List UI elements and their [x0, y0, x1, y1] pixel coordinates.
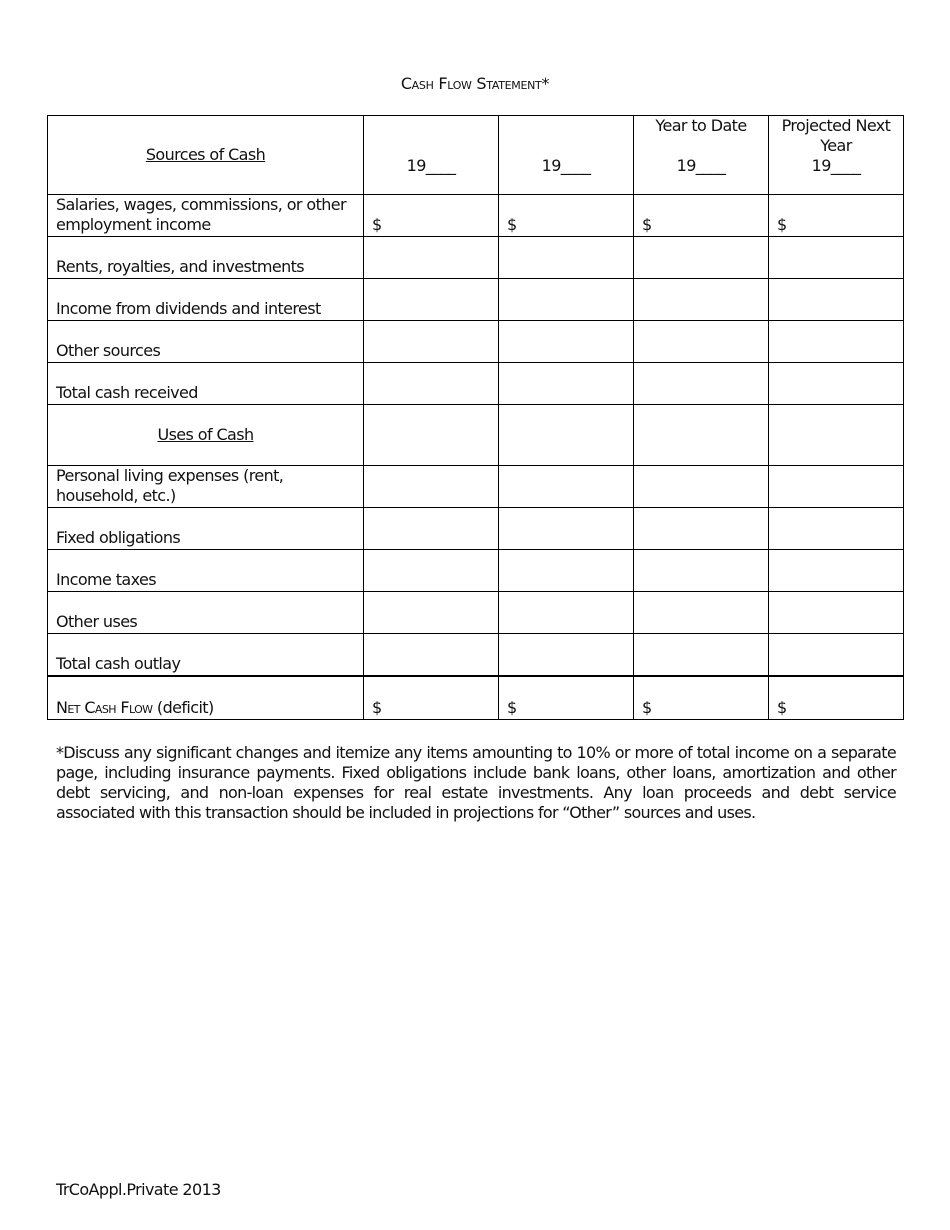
table-row [48, 363, 904, 405]
amount-field[interactable] [499, 592, 634, 634]
table-row [48, 634, 904, 677]
amount-field[interactable] [364, 508, 499, 550]
uses-of-cash-header: Uses of Cash [48, 405, 364, 466]
amount-field[interactable] [634, 466, 769, 508]
amount-field[interactable] [769, 592, 904, 634]
amount-field[interactable] [634, 363, 769, 405]
amount-field [499, 405, 634, 466]
amount-field[interactable] [634, 279, 769, 321]
amount-field[interactable] [769, 321, 904, 363]
amount-field[interactable] [364, 363, 499, 405]
row-label-total-cash-outlay: Total cash outlay [48, 634, 364, 677]
table-row [48, 195, 904, 237]
table-row [48, 508, 904, 550]
amount-field[interactable] [769, 634, 904, 677]
amount-field[interactable]: $ [364, 676, 499, 720]
amount-field[interactable] [769, 466, 904, 508]
row-label-dividends: Income from dividends and interest [48, 279, 364, 321]
amount-field[interactable] [499, 466, 634, 508]
row-label-salaries: Salaries, wages, commissions, or other employment income [48, 195, 364, 237]
amount-field [364, 405, 499, 466]
net-cash-flow-row [48, 676, 904, 720]
amount-field[interactable] [769, 550, 904, 592]
amount-field[interactable] [634, 508, 769, 550]
amount-field[interactable] [634, 550, 769, 592]
row-label-other-uses: Other uses [48, 592, 364, 634]
table-row [48, 466, 904, 508]
amount-field[interactable] [634, 634, 769, 677]
amount-field[interactable] [499, 550, 634, 592]
amount-field[interactable] [499, 634, 634, 677]
amount-field[interactable] [499, 237, 634, 279]
table-row [48, 237, 904, 279]
amount-field[interactable] [364, 634, 499, 677]
amount-field[interactable]: $ [634, 676, 769, 720]
amount-field[interactable]: $ [769, 195, 904, 237]
amount-field[interactable] [634, 592, 769, 634]
column-header-1: 19____ [364, 116, 499, 195]
amount-field[interactable] [769, 237, 904, 279]
column-header-year-to-date: Year to Date 19____ [634, 116, 769, 195]
footer-label: TrCoAppl.Private 2013 [56, 1180, 221, 1199]
header-row [48, 116, 904, 195]
amount-field[interactable] [364, 550, 499, 592]
row-label-other-sources: Other sources [48, 321, 364, 363]
table-row [48, 592, 904, 634]
footnote: *Discuss any significant changes and itemize any items amounting to 10% or more of total income on a separate page, including insurance payments. Fixed obligations include bank loans, other loans, amortization and other debt servicing, and non-loan expenses for real estate investments. Any loan proceeds and debt service associated with this transaction should be included in projections for “Other” sources and uses. [56, 743, 896, 822]
uses-header-row [48, 405, 904, 466]
row-label-rents: Rents, royalties, and investments [48, 237, 364, 279]
table-row [48, 279, 904, 321]
amount-field[interactable]: $ [634, 195, 769, 237]
sources-of-cash-header: Sources of Cash [48, 116, 364, 195]
table-row [48, 550, 904, 592]
amount-field[interactable] [364, 466, 499, 508]
amount-field[interactable] [364, 592, 499, 634]
amount-field[interactable] [769, 363, 904, 405]
amount-field[interactable] [364, 279, 499, 321]
amount-field[interactable] [634, 321, 769, 363]
amount-field [769, 405, 904, 466]
column-header-2: 19____ [499, 116, 634, 195]
amount-field[interactable] [499, 363, 634, 405]
row-label-fixed-obligations: Fixed obligations [48, 508, 364, 550]
page-title: Cash Flow Statement* [400, 74, 550, 93]
amount-field[interactable] [499, 508, 634, 550]
row-label-net-cash-flow: Net Cash Flow (deficit) [48, 676, 364, 720]
amount-field[interactable]: $ [769, 676, 904, 720]
table-row [48, 321, 904, 363]
row-label-total-cash-received: Total cash received [48, 363, 364, 405]
row-label-personal-living: Personal living expenses (rent, household, etc.) [48, 466, 364, 508]
amount-field[interactable] [769, 279, 904, 321]
amount-field[interactable] [364, 237, 499, 279]
amount-field[interactable] [769, 508, 904, 550]
cash-flow-table [47, 115, 904, 720]
column-header-projected-next-year: Projected Next Year 19____ [769, 116, 904, 195]
amount-field[interactable]: $ [499, 195, 634, 237]
amount-field[interactable]: $ [364, 195, 499, 237]
amount-field [634, 405, 769, 466]
amount-field[interactable]: $ [499, 676, 634, 720]
row-label-income-taxes: Income taxes [48, 550, 364, 592]
amount-field[interactable] [634, 237, 769, 279]
amount-field[interactable] [499, 279, 634, 321]
amount-field[interactable] [499, 321, 634, 363]
amount-field[interactable] [364, 321, 499, 363]
